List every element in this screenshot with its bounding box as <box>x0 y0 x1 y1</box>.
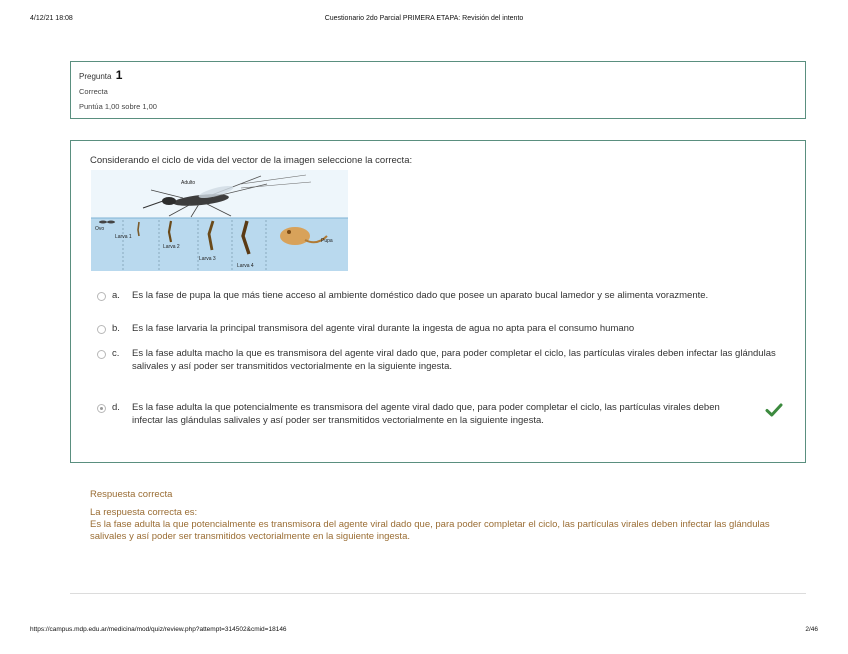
print-date: 4/12/21 18:08 <box>30 15 73 22</box>
question-state: Correcta <box>79 87 108 96</box>
answer-letter: c. <box>112 348 120 359</box>
check-icon <box>765 402 783 418</box>
radio-d[interactable] <box>97 404 106 413</box>
label-larva4: Larva 4 <box>237 263 254 269</box>
question-text: Considerando el ciclo de vida del vector de la imagen seleccione la correcta: <box>90 155 413 166</box>
label-pupa: Pupa <box>321 238 333 244</box>
answer-letter: b. <box>112 323 120 334</box>
answer-text: Es la fase adulta la que potencialmente es transmisora del agente viral dado que, para poder completar el ciclo, las partículas virales deben infectar las glándulas salivales y así poder ser transmitidos vectorialmente en la siguiente ingesta. <box>132 402 720 426</box>
radio-b[interactable] <box>97 325 106 334</box>
question-number: 1 <box>115 68 123 82</box>
question-info-box <box>70 61 806 119</box>
print-footer <box>30 626 818 636</box>
answer-letter: a. <box>112 290 120 301</box>
correct-answer-label: La respuesta correcta es: <box>90 507 198 518</box>
label-larva1: Larva 1 <box>115 234 132 240</box>
question-content-box <box>70 140 806 463</box>
question-grade: Puntúa 1,00 sobre 1,00 <box>79 102 157 111</box>
mosquito-lifecycle-image <box>91 170 348 271</box>
answer-text: Es la fase larvaria la principal transmisora del agente viral durante la ingesta de agua no apta para el consumo humano <box>132 323 635 334</box>
feedback-title: Respuesta correcta <box>90 489 173 500</box>
lifecycle-illustration <box>91 170 348 271</box>
label-larva3: Larva 3 <box>199 256 216 262</box>
print-header <box>30 15 818 27</box>
radio-c[interactable] <box>97 350 106 359</box>
print-page-number: 2/46 <box>805 626 818 633</box>
answer-text: Es la fase de pupa la que más tiene acceso al ambiente doméstico dado que posee un aparato bucal lamedor y se alimenta vorazmente. <box>132 290 709 301</box>
feedback-section <box>90 489 790 543</box>
label-egg: Ovo <box>95 226 105 232</box>
correct-answer-text: Es la fase adulta la que potencialmente es transmisora del agente viral dado que, para poder completar el ciclo, las partículas virales deben infectar las glándulas salivales y así poder ser transmitidos vectorialmente en la siguiente ingesta. <box>90 519 770 542</box>
print-title: Cuestionario 2do Parcial PRIMERA ETAPA: Revisión del intento <box>324 15 524 22</box>
print-url: https://campus.mdp.edu.ar/medicina/mod/quiz/review.php?attempt=314502&cmid=18146 <box>30 626 287 633</box>
radio-a[interactable] <box>97 292 106 301</box>
answer-text: Es la fase adulta macho la que es transmisora del agente viral dado que, para poder completar el ciclo, las partículas virales deben infectar las glándulas salivales y así poder ser transmitidos vectorialmente en la siguiente ingesta. <box>132 348 776 372</box>
divider <box>70 593 806 594</box>
question-label: Pregunta 1 <box>79 68 123 82</box>
answer-letter: d. <box>112 402 120 413</box>
label-adult: Adulto <box>181 180 196 186</box>
label-larva2: Larva 2 <box>163 244 180 250</box>
